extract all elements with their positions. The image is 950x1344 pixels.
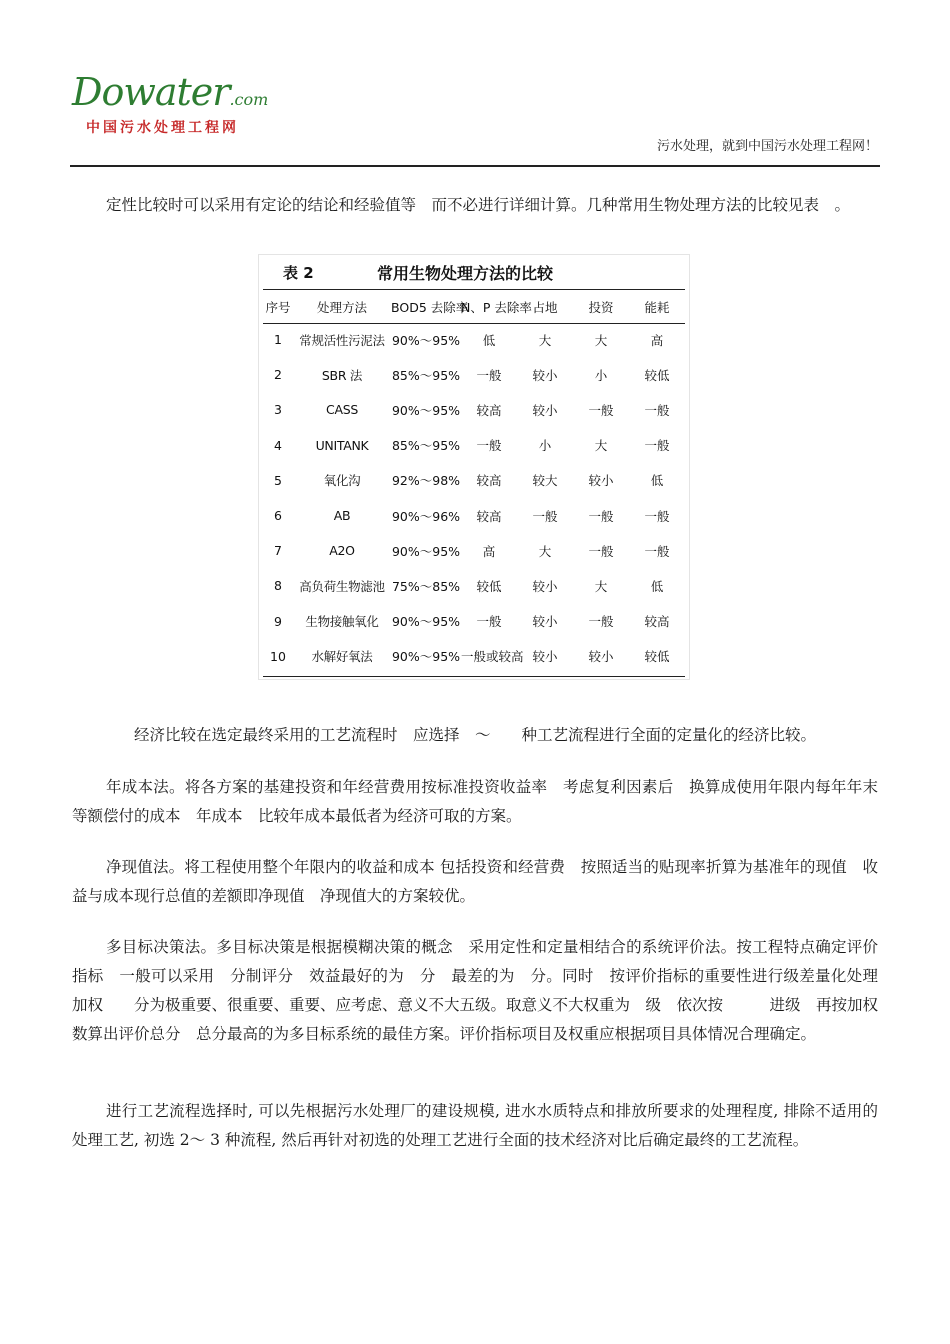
table-row — [263, 498, 685, 533]
cell-bod5: 90%～96% — [391, 508, 461, 524]
cell-energy: 一般 — [644, 402, 670, 418]
cell-energy: 较低 — [644, 367, 670, 383]
cell-land: 大 — [538, 543, 552, 559]
cell-np: 较高 — [476, 508, 502, 524]
cell-index: 6 — [274, 508, 282, 524]
cell-method: AB — [333, 508, 351, 524]
cell-energy: 一般 — [644, 438, 670, 454]
paragraph-multi-objective: 多目标决策法。多目标决策是根据模糊决策的概念 采用定性和定量相结合的系统评价法。按工程特点确定评价指标 一般可以采用 分制评分 效益最好的为 分 最差的为 分。同时 按评价指标的重要性进行级差量化处理 加权 分为极重要、很重要、重要、应考虑、意义不大五级。取意义不大权重为 级 依次按 进级 再按加权数算出评价总分 总分最高的为多目标系统的最佳方案。评价指标项目及权重应根据项目具体情况合理确定。 — [72, 938, 879, 1043]
table-row — [263, 428, 685, 463]
cell-index: 2 — [274, 367, 282, 383]
cell-investment: 一般 — [588, 614, 614, 630]
cell-np: 高 — [482, 543, 496, 559]
dowater-logo[interactable] — [72, 70, 302, 140]
cell-method: CASS — [326, 402, 358, 418]
cell-index: 10 — [270, 648, 286, 664]
cell-land: 小 — [538, 438, 552, 454]
cell-bod5: 90%～95% — [391, 614, 461, 630]
cell-index: 4 — [274, 437, 282, 453]
cell-land: 较小 — [532, 614, 558, 630]
cell-method: 生物接触氧化 — [305, 614, 379, 630]
cell-index: 8 — [274, 578, 282, 594]
header-land-area: 占地 — [532, 299, 558, 315]
cell-index: 3 — [274, 402, 282, 418]
table-row — [263, 357, 685, 392]
logo-subtitle: 中国污水处理工程网 — [86, 120, 239, 136]
cell-bod5: 85%～95% — [391, 438, 461, 454]
cell-method: SBR 法 — [321, 367, 363, 383]
cell-bod5: 85%～95% — [391, 367, 461, 383]
cell-index: 7 — [274, 543, 282, 559]
cell-energy: 一般 — [644, 543, 670, 559]
cell-bod5: 92%～98% — [391, 473, 461, 489]
cell-investment: 大 — [594, 578, 608, 594]
header-investment: 投资 — [588, 299, 614, 315]
cell-np: 较高 — [476, 473, 502, 489]
logo-wordmark: Dowater.com — [72, 70, 269, 114]
cell-np: 较高 — [476, 402, 502, 418]
cell-method: UNITANK — [315, 437, 369, 453]
cell-bod5: 90%～95% — [391, 332, 461, 348]
cell-investment: 一般 — [588, 543, 614, 559]
cell-land: 一般 — [532, 508, 558, 524]
cell-energy: 低 — [650, 473, 664, 489]
cell-energy: 较高 — [644, 614, 670, 630]
paragraph-annual-cost: 年成本法。将各方案的基建投资和年经营费用按标准投资收益率 考虑复利因素后 换算成使用年限内每年年末等额偿付的成本 年成本 比较年成本最低者为经济可取的方案。 — [72, 778, 878, 825]
cell-index: 5 — [274, 472, 282, 488]
cell-investment: 一般 — [588, 508, 614, 524]
cell-land: 较小 — [532, 367, 558, 383]
cell-np: 较低 — [476, 578, 502, 594]
header-np-removal: N、P 去除率 — [461, 299, 532, 315]
cell-method: 常规活性污泥法 — [299, 332, 385, 348]
cell-energy: 较低 — [644, 649, 670, 665]
cell-land: 大 — [538, 332, 552, 348]
cell-index: 1 — [274, 332, 282, 348]
cell-bod5: 90%～95% — [391, 543, 461, 559]
cell-investment: 大 — [594, 438, 608, 454]
paragraph-process-selection: 进行工艺流程选择时, 可以先根据污水处理厂的建设规模, 进水水质特点和排放所要求的处理程度, 排除不适用的处理工艺, 初选 2～ 3 种流程, 然后再针对初选的处理工艺进行全面的技术经济对比后确定最终的工艺流程。 — [72, 1102, 878, 1149]
cell-index: 9 — [274, 613, 282, 629]
table-row — [263, 568, 685, 603]
header-energy: 能耗 — [644, 299, 670, 315]
table-row — [263, 639, 685, 674]
cell-method: 水解好氧法 — [311, 649, 373, 665]
table-caption-label: 表 2 — [283, 264, 314, 282]
cell-investment: 小 — [594, 367, 608, 383]
cell-land: 较大 — [532, 473, 558, 489]
cell-land: 较小 — [532, 649, 558, 665]
paragraph-intro: 定性比较时可以采用有定论的结论和经验值等 而不必进行详细计算。几种常用生物处理方法的比较见表 。 — [106, 196, 851, 214]
cell-land: 较小 — [532, 402, 558, 418]
cell-np: 一般 — [476, 367, 502, 383]
cell-np: 一般 — [476, 438, 502, 454]
table-header-row — [263, 291, 685, 322]
table-row — [263, 533, 685, 568]
logo-domain: .com — [229, 90, 269, 109]
paragraph-npv: 净现值法。将工程使用整个年限内的收益和成本 包括投资和经营费 按照适当的贴现率折算为基准年的现值 收益与成本现行总值的差额即净现值 净现值大的方案较优。 — [72, 858, 878, 905]
cell-np: 一般 — [476, 614, 502, 630]
cell-np: 一般或较高 — [461, 649, 524, 665]
paragraph-economic-comparison: 经济比较在选定最终采用的工艺流程时 应选择 ～ 种工艺流程进行全面的定量化的经济比较。 — [134, 726, 817, 744]
table-caption — [259, 255, 689, 289]
table-caption-title: 常用生物处理方法的比较 — [377, 264, 554, 283]
cell-method: 高负荷生物滤池 — [299, 578, 385, 594]
header-index: 序号 — [265, 299, 291, 315]
header-slogan: 污水处理，就到中国污水处理工程网！ — [656, 139, 878, 154]
header-bod5-removal: BOD5 去除率 — [391, 299, 469, 315]
cell-land: 较小 — [532, 578, 558, 594]
cell-investment: 较小 — [588, 649, 614, 665]
comparison-table-figure — [258, 254, 690, 680]
cell-bod5: 90%～95% — [391, 402, 461, 418]
table-row — [263, 463, 685, 498]
table-top-rule — [263, 289, 685, 290]
cell-energy: 一般 — [644, 508, 670, 524]
table-bottom-rule — [263, 676, 685, 677]
header-method: 处理方法 — [316, 299, 367, 315]
cell-np: 低 — [482, 332, 496, 348]
cell-investment: 大 — [594, 332, 608, 348]
table-row — [263, 392, 685, 427]
header-divider — [70, 165, 880, 167]
table-row — [263, 322, 685, 357]
cell-investment: 一般 — [588, 402, 614, 418]
cell-energy: 低 — [650, 578, 664, 594]
cell-energy: 高 — [650, 332, 664, 348]
cell-method: A2O — [329, 543, 355, 559]
cell-bod5: 75%～85% — [391, 578, 461, 594]
comparison-table — [263, 291, 685, 674]
cell-method: 氧化沟 — [323, 473, 361, 489]
cell-bod5: 90%～95% — [391, 649, 461, 665]
cell-investment: 较小 — [588, 473, 614, 489]
table-row — [263, 604, 685, 639]
